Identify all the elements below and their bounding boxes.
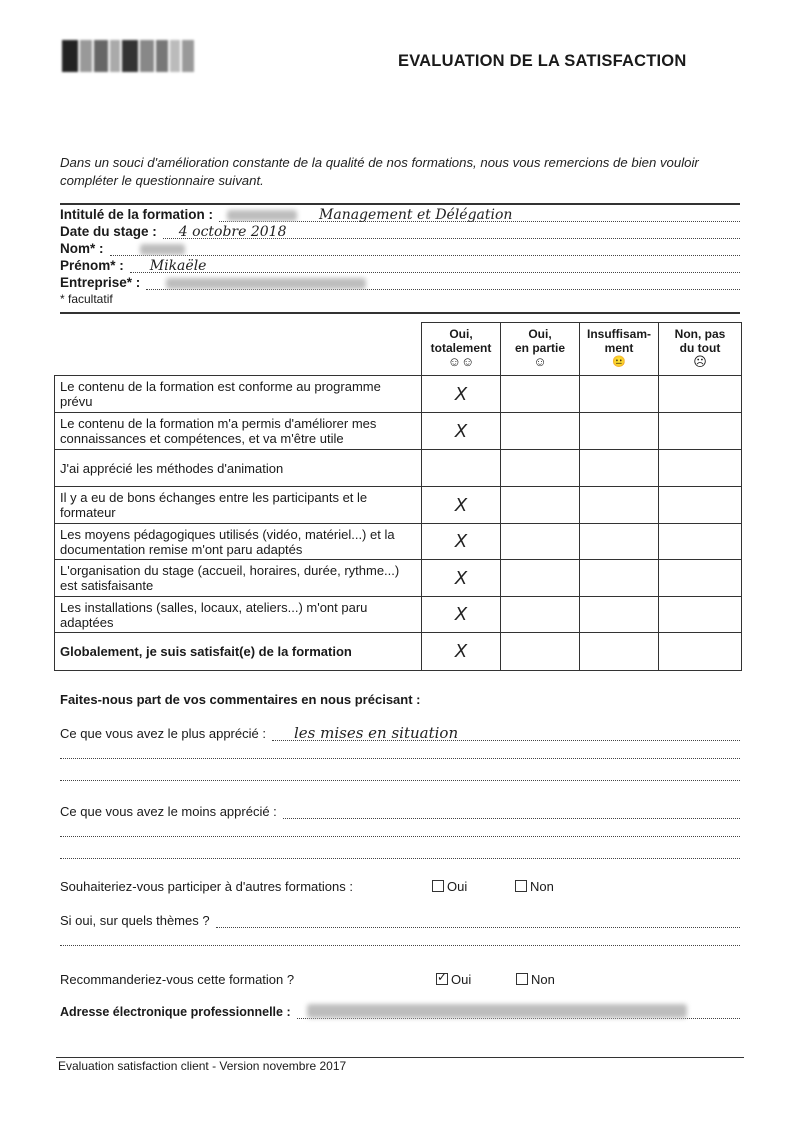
answer-cell[interactable] xyxy=(422,524,501,560)
answer-cell[interactable] xyxy=(659,633,742,671)
column-header-non-pas-du-tout: Non, pas du tout ☹ xyxy=(659,323,742,376)
answer-cell[interactable] xyxy=(422,633,501,671)
recommande-non-option[interactable]: Non xyxy=(516,972,555,987)
nom-row xyxy=(60,239,740,256)
plus-apprecie-label: Ce que vous avez le plus apprécié : xyxy=(60,726,266,741)
moins-apprecie-field-line-2[interactable] xyxy=(60,826,740,837)
question-text: Le contenu de la formation est conforme au programme prévu xyxy=(55,376,422,413)
entreprise-label: Entreprise* : xyxy=(60,275,141,290)
answer-cell[interactable] xyxy=(501,450,580,487)
answer-cell[interactable] xyxy=(422,597,501,633)
email-field[interactable] xyxy=(297,1008,740,1019)
double-smiley-icon: ☺☺ xyxy=(447,354,475,369)
prenom-value: Mikaële xyxy=(149,258,207,273)
formation-row xyxy=(60,205,740,222)
entreprise-field[interactable] xyxy=(146,277,740,290)
email-value-redacted xyxy=(307,1004,687,1018)
nom-field[interactable] xyxy=(110,243,741,256)
plus-apprecie-line-2 xyxy=(60,748,740,759)
identification-block xyxy=(60,205,740,306)
column-header-oui-totalement: Oui, totalement ☺☺ xyxy=(422,323,501,376)
table-row xyxy=(55,450,742,487)
answer-cell[interactable] xyxy=(501,597,580,633)
answer-cell[interactable] xyxy=(659,597,742,633)
answer-cell[interactable] xyxy=(580,560,659,597)
question-text: Le contenu de la formation m'a permis d'améliorer mes connaissances et compétences, et va m'être utile xyxy=(55,413,422,450)
table-header-row xyxy=(55,323,742,376)
checkmark-x-icon: X xyxy=(454,494,468,516)
autres-non-checkbox[interactable] xyxy=(515,880,527,892)
table-row xyxy=(55,376,742,413)
question-text: J'ai apprécié les méthodes d'animation xyxy=(55,450,422,487)
checkmark-x-icon: X xyxy=(454,383,468,405)
answer-cell[interactable] xyxy=(422,450,501,487)
footer-divider xyxy=(56,1057,744,1058)
optional-footnote: * facultatif xyxy=(60,292,113,306)
table-row xyxy=(55,633,742,671)
autres-formations-label: Souhaiteriez-vous participer à d'autres formations : xyxy=(60,879,353,894)
answer-cell[interactable] xyxy=(422,413,501,450)
table-row xyxy=(55,597,742,633)
evaluation-table xyxy=(54,322,742,671)
autres-oui-checkbox[interactable] xyxy=(432,880,444,892)
answer-cell[interactable] xyxy=(580,633,659,671)
prenom-label: Prénom* : xyxy=(60,258,124,273)
themes-field-line-2[interactable] xyxy=(60,935,740,946)
prenom-field[interactable] xyxy=(130,260,740,273)
moins-apprecie-row xyxy=(60,804,740,819)
redacted-text xyxy=(227,210,297,221)
plus-apprecie-field-line-3[interactable] xyxy=(60,770,740,781)
answer-cell[interactable] xyxy=(580,597,659,633)
footer-version: Evaluation satisfaction client - Version novembre 2017 xyxy=(58,1059,347,1073)
answer-cell[interactable] xyxy=(501,376,580,413)
email-label: Adresse électronique professionnelle : xyxy=(60,1005,291,1019)
recommande-label: Recommanderiez-vous cette formation ? xyxy=(60,972,295,987)
checkmark-x-icon: X xyxy=(454,420,468,442)
recommande-oui-checkbox-checked[interactable] xyxy=(436,973,448,985)
moins-apprecie-label: Ce que vous avez le moins apprécié : xyxy=(60,804,277,819)
question-text: Les installations (salles, locaux, ateliers...) m'ont paru adaptées xyxy=(55,597,422,633)
date-value: 4 octobre 2018 xyxy=(178,224,287,239)
answer-cell[interactable] xyxy=(501,487,580,524)
moins-apprecie-field-line-3[interactable] xyxy=(60,848,740,859)
checkmark-x-icon: X xyxy=(454,641,468,662)
email-row xyxy=(60,1005,740,1019)
page-title: EVALUATION DE LA SATISFACTION xyxy=(398,52,687,70)
question-text: L'organisation du stage (accueil, horaires, durée, rythme...) est satisfaisante xyxy=(55,560,422,597)
themes-row xyxy=(60,913,740,928)
nom-value-redacted xyxy=(140,244,185,255)
plus-apprecie-row xyxy=(60,726,740,741)
answer-cell[interactable] xyxy=(422,487,501,524)
answer-cell[interactable] xyxy=(422,376,501,413)
moins-apprecie-line-2 xyxy=(60,826,740,837)
plus-apprecie-line-3 xyxy=(60,770,740,781)
plus-apprecie-value: les mises en situation xyxy=(293,724,459,742)
intro-text: Dans un souci d'amélioration constante de la qualité de nos formations, nous vous remercions de bien vouloir compléter le questionnaire suivant. xyxy=(60,155,699,188)
entreprise-row xyxy=(60,273,740,290)
entreprise-value-redacted xyxy=(166,278,366,289)
answer-cell[interactable] xyxy=(580,487,659,524)
question-text: Globalement, je suis satisfait(e) de la formation xyxy=(55,633,422,671)
table-row xyxy=(55,560,742,597)
answer-cell[interactable] xyxy=(659,524,742,560)
answer-cell[interactable] xyxy=(580,413,659,450)
answer-cell[interactable] xyxy=(501,413,580,450)
answer-cell[interactable] xyxy=(580,450,659,487)
divider-bottom xyxy=(60,312,740,314)
answer-cell[interactable] xyxy=(501,524,580,560)
formation-field[interactable] xyxy=(219,209,740,222)
table-row xyxy=(55,487,742,524)
recommande-non-checkbox[interactable] xyxy=(516,973,528,985)
prenom-row xyxy=(60,256,740,273)
recommande-oui-option[interactable]: ✓ Oui xyxy=(436,972,471,987)
autres-formations-oui-option[interactable]: Oui xyxy=(432,879,467,894)
answer-cell[interactable] xyxy=(501,633,580,671)
column-header-oui-en-partie: Oui, en partie ☺ xyxy=(501,323,580,376)
question-text: Il y a eu de bons échanges entre les participants et le formateur xyxy=(55,487,422,524)
date-field[interactable] xyxy=(163,226,740,239)
formation-value: Management et Délégation xyxy=(319,207,513,222)
answer-cell[interactable] xyxy=(659,560,742,597)
answer-cell[interactable] xyxy=(422,560,501,597)
answer-cell[interactable] xyxy=(580,376,659,413)
answer-cell[interactable] xyxy=(580,524,659,560)
moins-apprecie-field[interactable] xyxy=(283,808,740,819)
plus-apprecie-field[interactable] xyxy=(272,724,740,742)
moins-apprecie-line-3 xyxy=(60,848,740,859)
checkmark-x-icon: X xyxy=(454,567,468,589)
date-row xyxy=(60,222,740,239)
answer-cell[interactable] xyxy=(659,450,742,487)
date-label: Date du stage : xyxy=(60,224,157,239)
neutral-face-icon: 😐 xyxy=(612,356,626,368)
checkmark-x-icon: X xyxy=(454,604,468,625)
table-row xyxy=(55,524,742,560)
answer-cell[interactable] xyxy=(659,413,742,450)
answer-cell[interactable] xyxy=(659,487,742,524)
formation-label: Intitulé de la formation : xyxy=(60,207,214,222)
frown-icon: ☹ xyxy=(693,354,707,369)
answer-cell[interactable] xyxy=(501,560,580,597)
plus-apprecie-field-line-2[interactable] xyxy=(60,748,740,759)
themes-label: Si oui, sur quels thèmes ? xyxy=(60,913,210,928)
question-text: Les moyens pédagogiques utilisés (vidéo, matériel...) et la documentation remise m'ont paru adaptés xyxy=(55,524,422,560)
themes-line-2 xyxy=(60,935,740,946)
comments-title: Faites-nous part de vos commentaires en nous précisant : xyxy=(60,692,421,707)
themes-field[interactable] xyxy=(216,917,740,928)
checkmark-x-icon: X xyxy=(454,531,468,552)
column-header-insuffisamment: Insuffisam- ment 😐 xyxy=(580,323,659,376)
nom-label: Nom* : xyxy=(60,241,104,256)
company-logo-redacted xyxy=(62,40,237,72)
autres-formations-non-option[interactable]: Non xyxy=(515,879,554,894)
table-row xyxy=(55,413,742,450)
answer-cell[interactable] xyxy=(659,376,742,413)
smiley-icon: ☺ xyxy=(533,354,547,369)
